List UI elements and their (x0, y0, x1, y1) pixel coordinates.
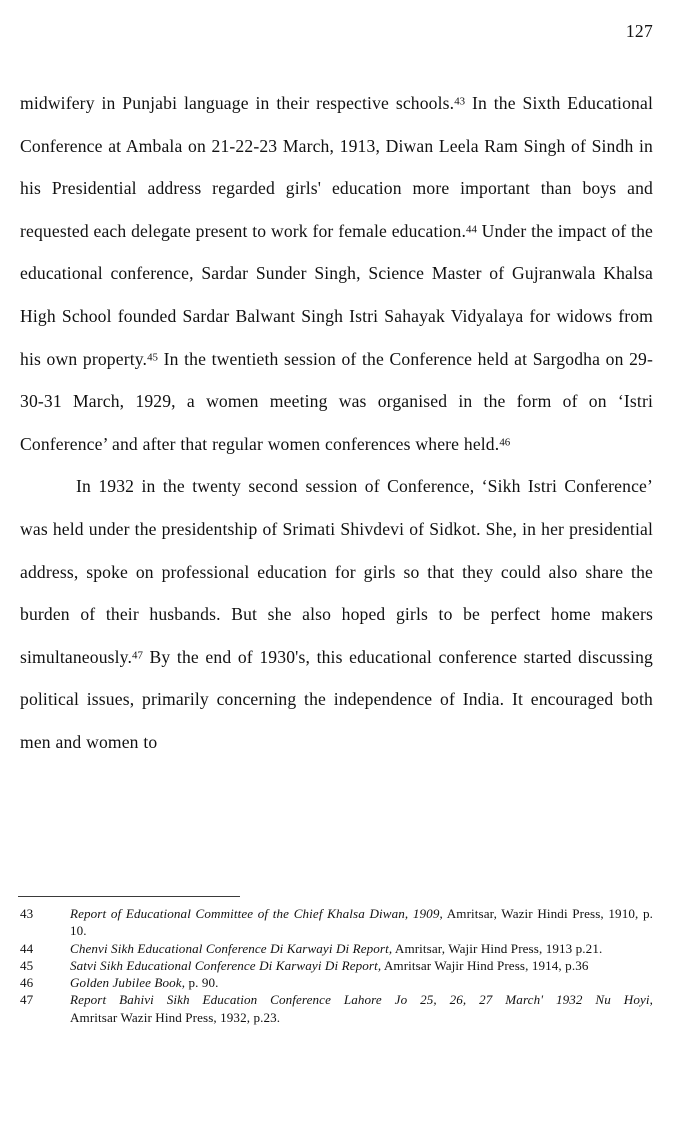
footnote-number: 45 (20, 957, 34, 973)
footnote-marker[interactable]: 43 (454, 95, 466, 108)
footnote-citation: Amritsar Wazir Hind Press, 1932, p.23. (70, 1009, 281, 1025)
footnote-separator-rule (18, 896, 240, 897)
paragraph-1: midwifery in Punjabi language in their respective schools.$^{43}$ In the Sixth Educational Conference at Ambala on 21-22-23 March, 1913, Diwan Leela Ram Singh of Sindh in his Presidential address regarded girls' education more important than boys and requested each delegate present to work for female education.$^{44}$ Under the impact of the educational conference, Sardar Sunder Singh, Science Master of Gujranwala Khalsa High School founded Sardar Balwant Singh Istri Sahayak Vidyalaya for widows from his own property.$^{45}$ In the twentieth session of the Conference held at Sargodha on 29-30-31 March, 1929, a women meeting was organised in the form of on ‘Istri Conference’ and after that regular women conferences where held.$^{46}$ (20, 93, 653, 454)
footnote-item (20, 905, 653, 940)
paragraph-2: In 1932 in the twenty second session of Conference, ‘Sikh Istri Conference’ was held under the presidentship of Srimati Shivdevi of Sidkot. She, in her presidential address, spoke on professional education for girls so that they could also share the burden of their husbands. But she also hoped girls to be perfect home makers simultaneously.$^{47}$ By the end of 1930's, this educational conference started discussing political issues, primarily concerning the independence of India. It encouraged both men and women to (20, 476, 653, 752)
footnote-item (20, 940, 653, 957)
footnote-marker[interactable]: 47 (132, 649, 143, 662)
footnote-citation: p. 90. (185, 975, 219, 991)
footnote-item (20, 991, 653, 1026)
footnote-citation: Amritsar Wajir Hind Press, 1914, p.36 (381, 957, 589, 973)
footnote-number: 44 (20, 940, 34, 956)
footnote-number: 43 (20, 906, 34, 921)
footnote-title: Chenvi Sikh Educational Conference Di Karwayi Di Report, (70, 940, 393, 956)
footnote-list (20, 905, 653, 1026)
footnote-number: 46 (20, 975, 34, 991)
footnote-marker[interactable]: 46 (499, 436, 511, 449)
footnote-marker[interactable]: 45 (147, 350, 158, 363)
footnote-title: Report Bahivi Sikh Education Conference Lahore Jo 25, 26, 27 March' 1932 Nu Hoyi, (70, 992, 653, 1008)
body-text-block (20, 82, 653, 764)
footnote-citation: Amritsar, Wajir Hind Press, 1913 p.21. (392, 940, 603, 956)
footnote-title: Satvi Sikh Educational Conference Di Karwayi Di Report, (70, 957, 382, 973)
footnote-title: Golden Jubilee Book, (70, 975, 186, 991)
footnote-marker[interactable]: 44 (466, 223, 477, 236)
footnote-number: 47 (20, 992, 34, 1008)
page-number: 127 (625, 21, 653, 41)
footnote-item (20, 957, 653, 974)
footnote-item (20, 974, 653, 991)
footnote-citation: Amritsar, Wazir Hindi Press, 1910, p. 10. (70, 906, 654, 939)
footnote-title: Report of Educational Committee of the Chief Khalsa Diwan, 1909, (70, 906, 443, 921)
